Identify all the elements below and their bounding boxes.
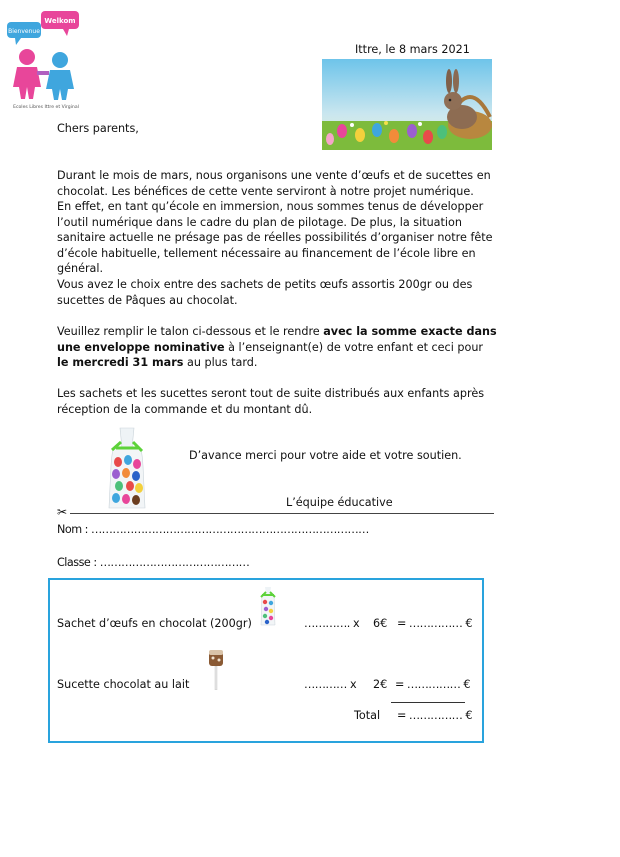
- item-lollipop-quantity: …………: [304, 678, 347, 691]
- egg-bag-image: [104, 426, 150, 512]
- paragraph-intro: Durant le mois de mars, nous organisons une vente d’œufs et de sucettes en chocolat. Les bénéfices de cette vente serviront à notre projet numérique.: [57, 169, 491, 198]
- item-lollipop-total: = …………… €: [395, 678, 471, 691]
- instructions-part-1: Veuillez remplir le talon ci-dessous et le rendre: [57, 325, 324, 338]
- item-lollipop-label: Sucette chocolat au lait: [57, 678, 190, 691]
- total-rule: [391, 702, 465, 703]
- name-field-label: Nom : ……………………………………………………………………: [57, 523, 369, 536]
- small-egg-bag-icon: [258, 585, 278, 627]
- paragraph-instructions: [57, 324, 497, 371]
- greeting: Chers parents,: [57, 122, 139, 135]
- item-bag-price: 6€: [373, 617, 388, 630]
- item-lollipop-price: 2€: [373, 678, 388, 691]
- thanks-line: D’avance merci pour votre aide et votre soutien.: [189, 449, 462, 462]
- lollipop-icon: [206, 646, 226, 690]
- scissors-icon: ✂: [57, 505, 68, 519]
- item-bag-multiply: x: [353, 617, 360, 630]
- cut-line: [70, 513, 494, 514]
- signature: L’équipe éducative: [286, 496, 393, 509]
- item-bag-total: = …………… €: [397, 617, 473, 630]
- item-lollipop-thumbnail: [206, 646, 226, 690]
- total-label: Total: [354, 709, 381, 722]
- instructions-emphasis-envelope: avec la somme exacte dans une enveloppe nominative: [57, 325, 497, 354]
- easter-bunny-image: [322, 59, 492, 150]
- paragraph-context: En effet, en tant qu’école en immersion, nous sommes tenus de développer l’outil numérique dans le cadre du plan de pilotage. De plus, la situation sanitaire actuelle ne présage pas de réelles possibilités d’organiser notre fête d’école habituelle, tellement nécessaire au financement de l’école libre en général.: [57, 200, 493, 275]
- svg-text:Bienvenue: Bienvenue: [8, 28, 40, 35]
- paragraph-distribution: Les sachets et les sucettes seront tout de suite distribués aux enfants après réception de la commande et du montant dû.: [57, 387, 485, 416]
- item-lollipop-multiply: x: [350, 678, 357, 691]
- easter-bunny-picture: [322, 59, 492, 150]
- instructions-part-3: au plus tard.: [183, 356, 258, 369]
- item-bag-quantity: ………….: [304, 617, 350, 630]
- paragraph-choice: Vous avez le choix entre des sachets de petits œufs assortis 200gr ou des sucettes de Pâques au chocolat.: [57, 278, 473, 307]
- total-value: = …………… €: [397, 709, 473, 722]
- item-bag-thumbnail: [258, 585, 278, 627]
- instructions-part-2: à l’enseignant(e) de votre enfant et ceci pour: [224, 340, 484, 354]
- instructions-emphasis-deadline: le mercredi 31 mars: [57, 356, 184, 369]
- school-logo-graphic: [5, 5, 87, 111]
- svg-text:Welkom: Welkom: [44, 17, 76, 25]
- svg-text:Ecoles Libres Ittre et Virgina: Ecoles Libres Ittre et Virginal: [13, 105, 79, 110]
- egg-bag-picture: [104, 426, 150, 512]
- class-field-label: Classe : ……………………………………: [57, 556, 250, 569]
- school-logo: [5, 5, 87, 111]
- letter-date: Ittre, le 8 mars 2021: [355, 43, 470, 56]
- item-bag-label: Sachet d’œufs en chocolat (200gr): [57, 617, 252, 630]
